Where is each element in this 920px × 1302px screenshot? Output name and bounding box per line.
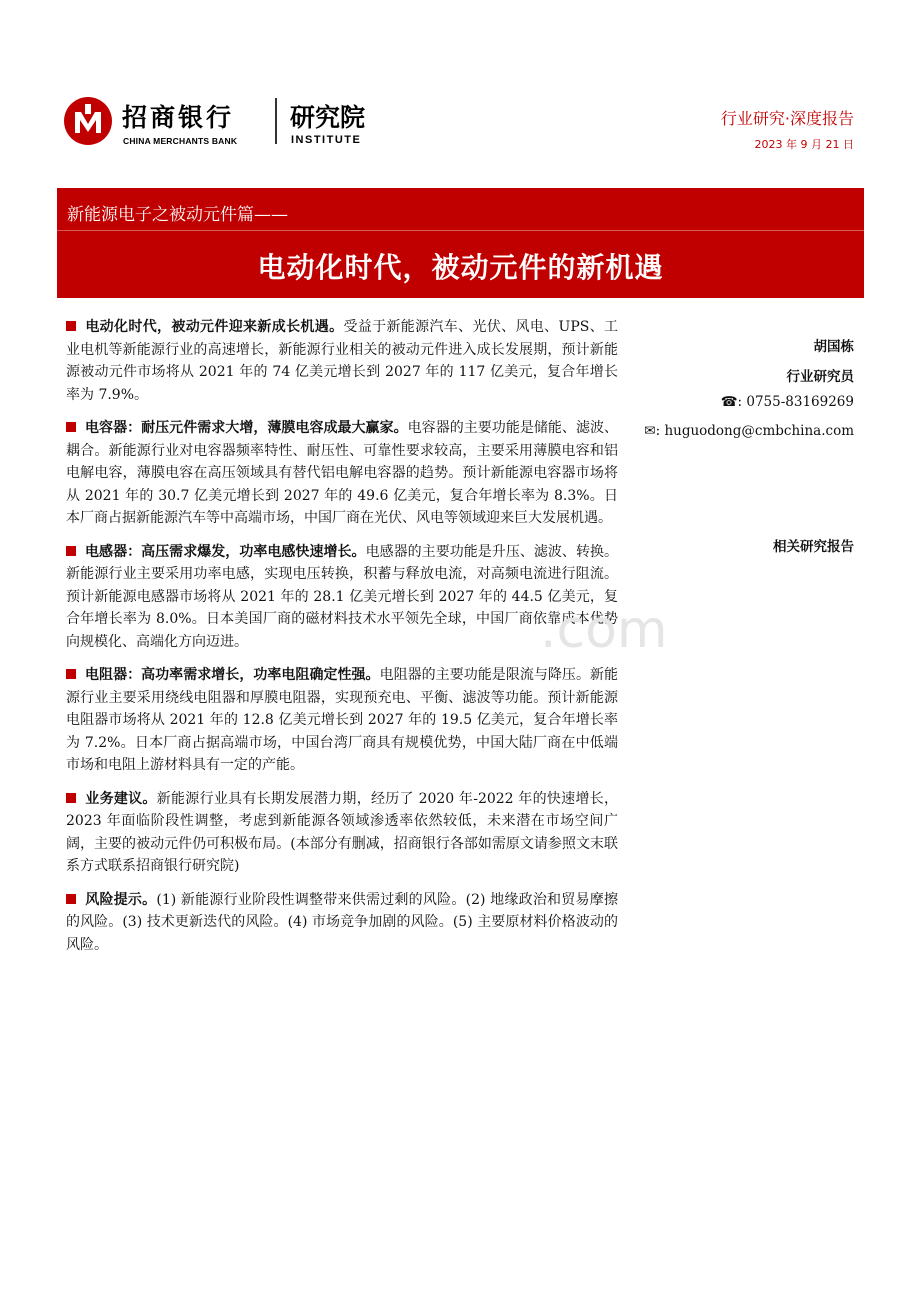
analyst-name: 胡国栋	[813, 339, 854, 355]
report-header	[0, 0, 920, 160]
summary-paragraph	[66, 664, 618, 777]
paragraph-heading: 电阻器：高功率需求增长，功率电阻确定性强。	[85, 667, 380, 683]
paragraph-body: 电容器的主要功能是储能、滤波、耦合。新能源行业对电容器频率特性、耐压性、可靠性要求较高，主要采用薄膜电容和铝电解电容，薄膜电容在高压领域具有替代铝电解电容器的趋势。预计新能源电容器市场将从 2021 年的 30.7 亿美元增长到 2027 年的 49.6 亿美元，复合年增长率为 8.3%。日本厂商占据新能源汽车等中高端市场，中国厂商在光伏、风电等领域迎来巨大发展机遇。	[66, 420, 619, 526]
logo-divider	[275, 98, 277, 144]
title-banner	[57, 188, 864, 298]
phone-icon: ☎:	[720, 394, 743, 410]
phone-number: 0755-83169269	[746, 394, 854, 410]
bullet-square-icon	[66, 669, 76, 679]
analyst-phone	[721, 394, 854, 410]
paragraph-heading: 电感器：高压需求爆发，功率电感快速增长。	[85, 543, 366, 560]
report-date: 2023 年 9 月 21 日	[754, 138, 854, 151]
bullet-square-icon	[66, 894, 76, 904]
bullet-square-icon	[66, 321, 76, 331]
bank-name-en: CHINA MERCHANTS BANK	[123, 136, 238, 146]
bullet-square-icon	[66, 422, 76, 432]
summary-content	[66, 316, 618, 967]
cmb-logo-icon	[63, 96, 113, 146]
summary-paragraph	[66, 541, 618, 654]
email-address: huguodong@cmbchina.com	[664, 423, 854, 439]
paragraph-heading: 电容器：耐压元件需求大增，薄膜电容成最大赢家。	[85, 420, 408, 436]
bullet-square-icon	[66, 546, 76, 556]
paragraph-heading: 电动化时代，被动元件迎来新成长机遇。	[85, 319, 344, 335]
related-reports-heading: 相关研究报告	[773, 539, 854, 555]
paragraph-heading: 风险提示。	[85, 891, 157, 908]
summary-paragraph	[66, 316, 618, 406]
bullet-square-icon	[66, 793, 76, 803]
summary-paragraph	[66, 417, 618, 530]
analyst-email	[644, 423, 854, 439]
banner-subtitle: 新能源电子之被动元件篇——	[67, 205, 288, 225]
paragraph-body: 新能源行业具有长期发展潜力期，经历了 2020 年-2022 年的快速增长，2023 年面临阶段性调整，考虑到新能源各领域渗透率依然较低，未来潜在市场空间广阔，主要的被动元件仍可积极布局。(本部分有删减，招商银行各部如需原文请参照文末联系方式联系招商银行研究院)	[66, 790, 619, 874]
bank-name-cn: 招商银行	[122, 103, 235, 132]
institute-name-en: INSTITUTE	[291, 134, 362, 146]
analyst-role: 行业研究员	[786, 369, 854, 385]
summary-paragraph	[66, 788, 618, 878]
report-type: 行业研究·深度报告	[720, 109, 854, 128]
paragraph-body: (1) 新能源行业阶段性调整带来供需过剩的风险。(2) 地缘政治和贸易摩擦的风险。(3) 技术更新迭代的风险。(4) 市场竞争加剧的风险。(5) 主要原材料价格波动的风险。	[66, 891, 618, 953]
institute-name-cn: 研究院	[290, 103, 366, 132]
banner-divider	[57, 230, 864, 231]
paragraph-body: 电感器的主要功能是升压、滤波、转换。新能源行业主要采用功率电感，实现电压转换，积蓄与释放电流，对高频电流进行阻流。预计新能源电感器市场将从 2021 年的 28.1 亿美元增长到 2027 年的 44.5 亿美元，复合年增长率为 8.0%。日本美国厂商的磁材料技术水平领先全球，中国厂商依靠成本优势向规模化、高端化方向迈进。	[66, 543, 619, 650]
email-icon: ✉:	[644, 423, 661, 439]
paragraph-body: 电阻器的主要功能是限流与降压。新能源行业主要采用绕线电阻器和厚膜电阻器，实现预充电、平衡、滤波等功能。预计新能源电阻器市场将从 2021 年的 12.8 亿美元增长到 2027 年的 19.5 亿美元，复合年增长率为 7.2%。日本厂商占据高端市场，中国台湾厂商具有规模优势，中国大陆厂商在中低端市场和电阻上游材料具有一定的产能。	[66, 667, 618, 773]
summary-paragraph	[66, 889, 618, 957]
watermark: .com	[540, 600, 668, 660]
paragraph-body: 受益于新能源汽车、光伏、风电、UPS、工业电机等新能源行业的高速增长，新能源行业相关的被动元件进入成长发展期，预计新能源被动元件市场将从 2021 年的 74 亿美元增长到 2027 年的 117 亿美元，复合年增长率为 7.9%。	[66, 319, 619, 403]
paragraph-heading: 业务建议。	[85, 790, 157, 807]
report-title: 电动化时代，被动元件的新机遇	[257, 251, 664, 284]
